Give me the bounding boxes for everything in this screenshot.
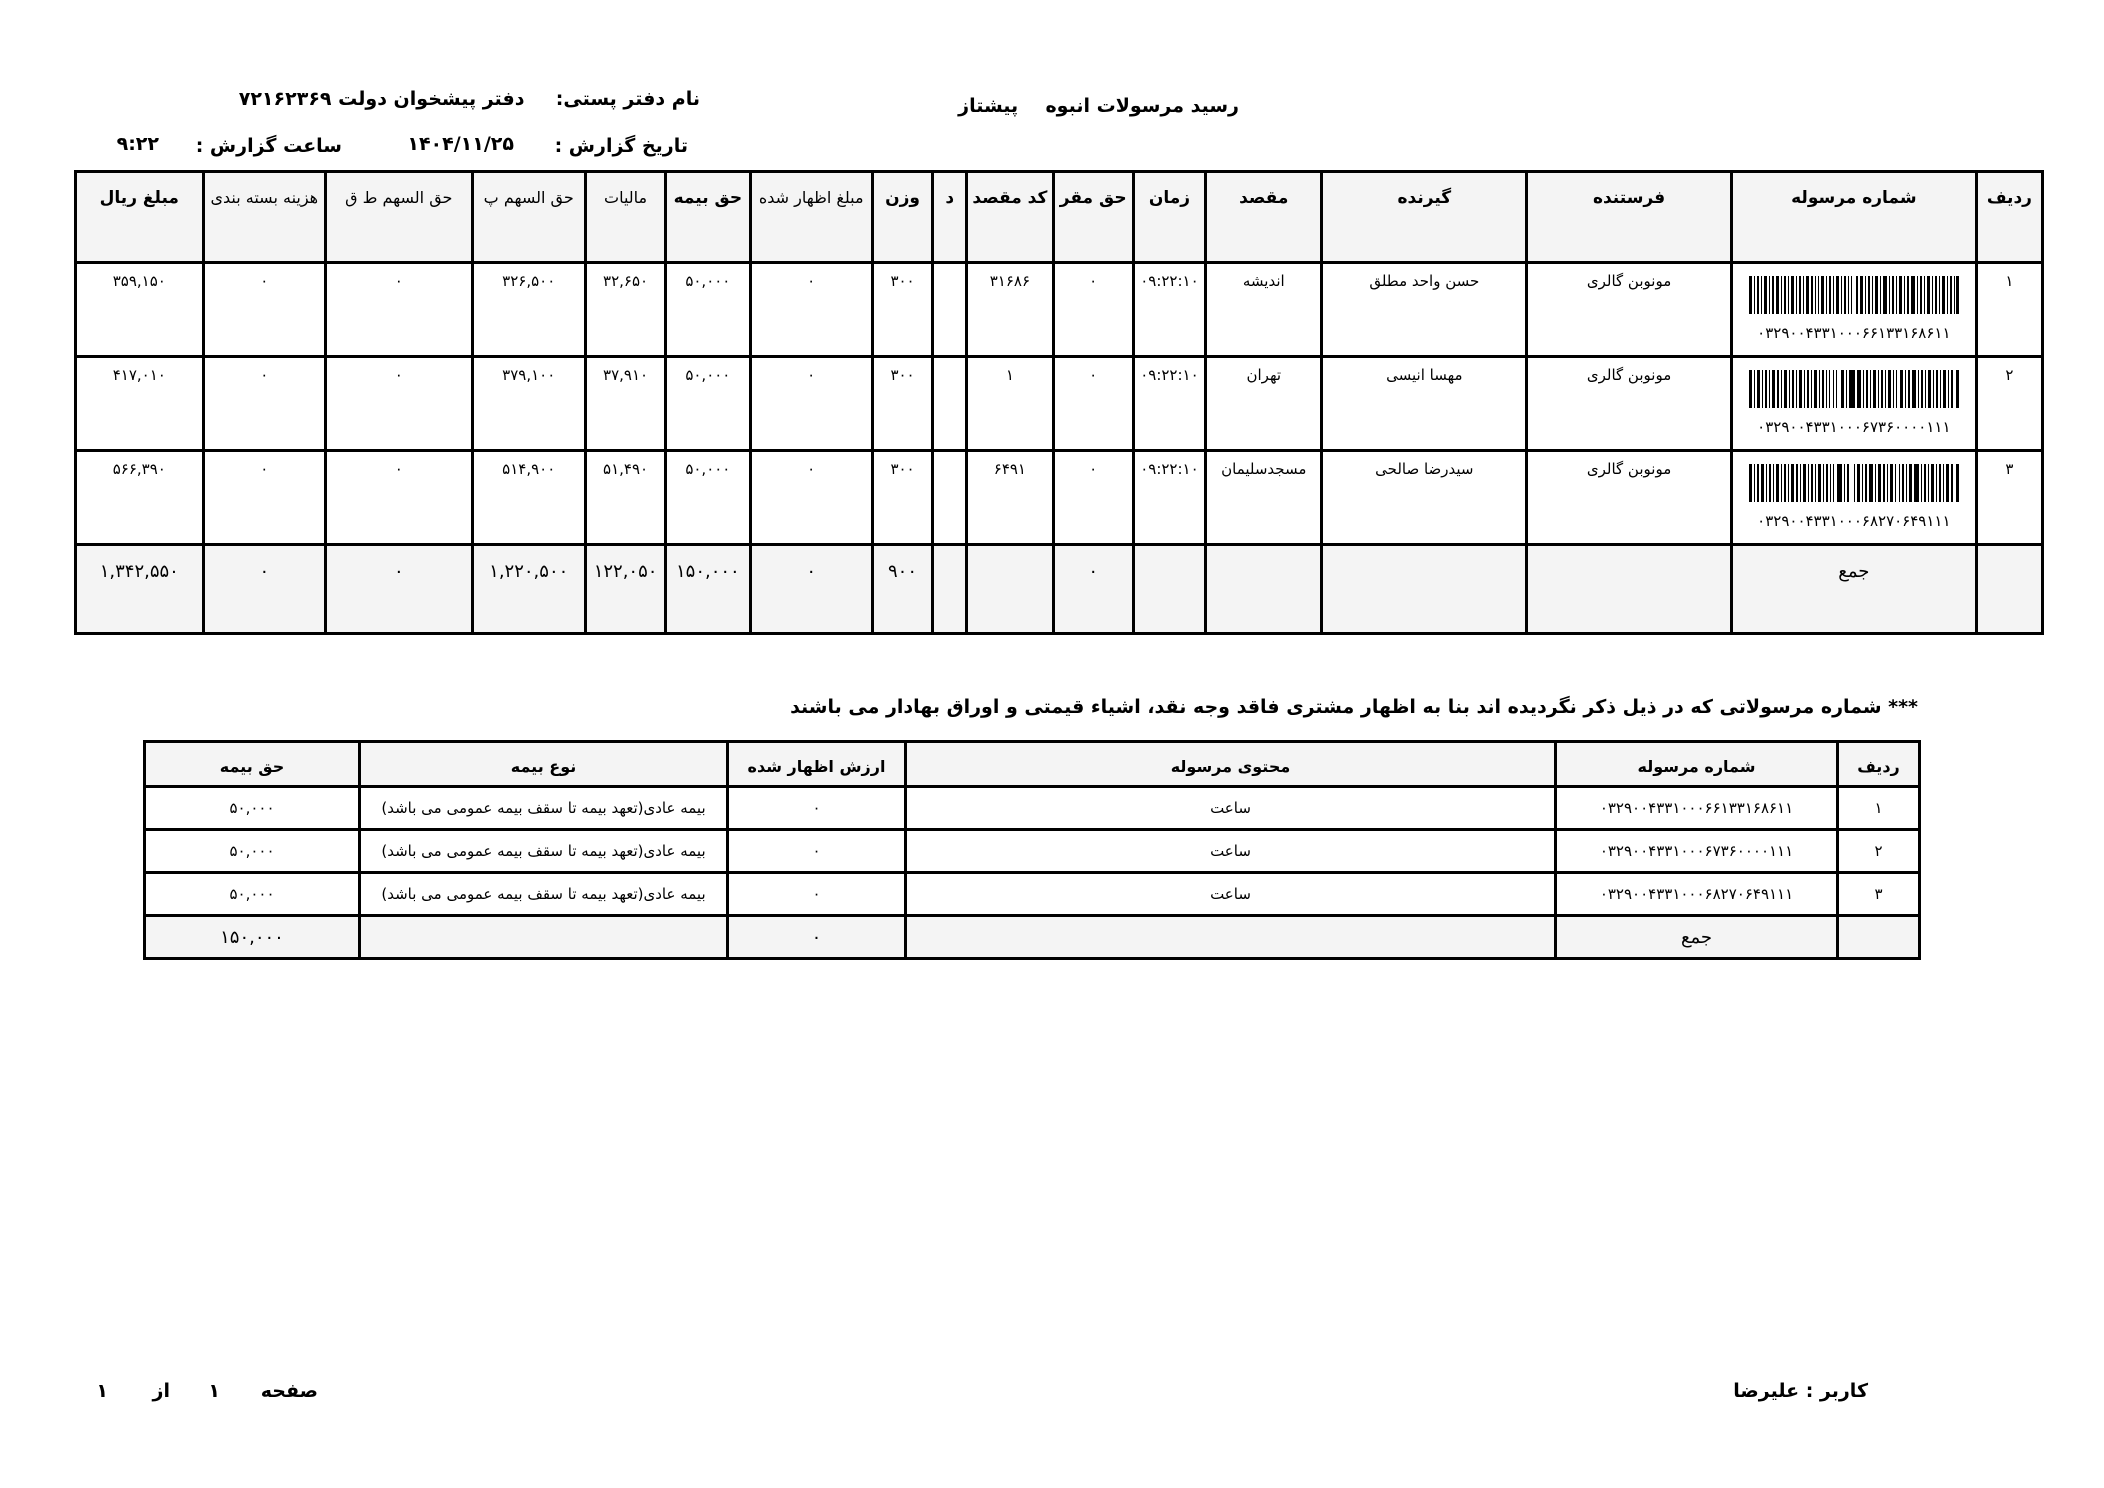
- cell-parcel-no: [1731, 357, 1976, 451]
- cell-weight: ۳۰۰: [872, 263, 932, 357]
- ins-cell-insurance-type: بیمه عادی(تعهد بیمه تا سقف بیمه عمومی می باشد): [360, 787, 728, 830]
- table-total-row: [76, 545, 2043, 634]
- ins-cell-declared-value: ۰: [728, 787, 906, 830]
- col-weight: وزن: [872, 172, 932, 263]
- cell-total-amount-rial: ۱,۳۴۲,۵۵۰: [76, 545, 204, 634]
- col-share-tq: حق السهم ط ق: [326, 172, 473, 263]
- cell-parcel-no: [1731, 451, 1976, 545]
- cell-weight: ۳۰۰: [872, 357, 932, 451]
- cell-time: ۰۹:۲۲:۱۰: [1133, 451, 1205, 545]
- cell-amount-rial: ۴۱۷,۰۱۰: [76, 357, 204, 451]
- barcode-icon: [1749, 370, 1959, 408]
- cell-share-p: ۳۲۶,۵۰۰: [472, 263, 585, 357]
- service-type: پیشتاز: [958, 95, 1019, 117]
- report-time-label: ساعت گزارش :: [195, 135, 342, 157]
- cell-dest-code: ۳۱۶۸۶: [967, 263, 1053, 357]
- cell-receiver: حسن واحد مطلق: [1322, 263, 1527, 357]
- cell-hq-fee: ۰: [1053, 263, 1133, 357]
- ins-cell-insurance-type: بیمه عادی(تعهد بیمه تا سقف بیمه عمومی می باشد): [360, 830, 728, 873]
- cell-tax: ۳۷,۹۱۰: [585, 357, 665, 451]
- cell-row-no: ۲: [1976, 357, 2042, 451]
- office-value: دفتر پیشخوان دولت ۷۲۱۶۲۳۶۹: [238, 88, 525, 110]
- col-parcel-no: شماره مرسوله: [1731, 172, 1976, 263]
- ins-cell-content: ساعت: [906, 873, 1556, 916]
- ins-total-content: [906, 916, 1556, 959]
- cell-time: ۰۹:۲۲:۱۰: [1133, 263, 1205, 357]
- cell-declared-amount: ۰: [750, 357, 872, 451]
- parcels-table: [74, 170, 2044, 635]
- cell-packaging-cost: ۰: [203, 263, 325, 357]
- col-destination: مقصد: [1206, 172, 1322, 263]
- cell-sender: مونوبن گالری: [1527, 357, 1732, 451]
- valuables-note: *** شماره مرسولاتی که در ذیل ذکر نگردیده اند بنا به اظهار مشتری فاقد وجه نقد، اشیاء قیمتی و اوراق بهادار می باشند: [790, 696, 1918, 718]
- col-receiver: گیرنده: [1322, 172, 1527, 263]
- cell-share-p: ۵۱۴,۹۰۰: [472, 451, 585, 545]
- ins-total-insurance-type: [360, 916, 728, 959]
- col-row-no: ردیف: [1976, 172, 2042, 263]
- cell-total-share-tq: ۰: [326, 545, 473, 634]
- cell-total-receiver: [1322, 545, 1527, 634]
- cell-share-tq: ۰: [326, 451, 473, 545]
- report-date-label: تاریخ گزارش :: [554, 135, 688, 157]
- cell-total-sender: [1527, 545, 1732, 634]
- ins-total-declared-value: ۰: [728, 916, 906, 959]
- cell-destination: اندیشه: [1206, 263, 1322, 357]
- cell-packaging-cost: ۰: [203, 357, 325, 451]
- parcel-number: ۰۳۲۹۰۰۴۳۳۱۰۰۰۶۷۳۶۰۰۰۰۱۱۱: [1757, 418, 1951, 436]
- barcode-icon: [1749, 276, 1959, 314]
- cell-destination: تهران: [1206, 357, 1322, 451]
- cell-parcel-no: [1731, 263, 1976, 357]
- insurance-row: [145, 787, 1920, 830]
- cell-dest-code: ۱: [967, 357, 1053, 451]
- cell-d: [933, 357, 967, 451]
- cell-total-dest-code: [967, 545, 1053, 634]
- cell-receiver: سیدرضا صالحی: [1322, 451, 1527, 545]
- ins-cell-content: ساعت: [906, 830, 1556, 873]
- ins-cell-declared-value: ۰: [728, 873, 906, 916]
- col-dest-code: کد مقصد: [967, 172, 1053, 263]
- ins-col-insurance-fee: حق بیمه: [145, 742, 360, 787]
- insurance-row: [145, 830, 1920, 873]
- cell-row-no: ۳: [1976, 451, 2042, 545]
- cell-sender: مونوبن گالری: [1527, 451, 1732, 545]
- col-tax: مالیات: [585, 172, 665, 263]
- page-label: صفحه: [260, 1380, 318, 1402]
- cell-total-declared-amount: ۰: [750, 545, 872, 634]
- ins-cell-insurance-fee: ۵۰,۰۰۰: [145, 830, 360, 873]
- cell-amount-rial: ۳۵۹,۱۵۰: [76, 263, 204, 357]
- cell-time: ۰۹:۲۲:۱۰: [1133, 357, 1205, 451]
- ins-total-insurance-fee: ۱۵۰,۰۰۰: [145, 916, 360, 959]
- cell-total-destination: [1206, 545, 1322, 634]
- cell-d: [933, 263, 967, 357]
- cell-destination: مسجدسلیمان: [1206, 451, 1322, 545]
- ins-cell-row-no: ۱: [1838, 787, 1920, 830]
- ins-col-parcel-no: شماره مرسوله: [1556, 742, 1838, 787]
- ins-col-insurance-type: نوع بیمه: [360, 742, 728, 787]
- parcel-number: ۰۳۲۹۰۰۴۳۳۱۰۰۰۶۸۲۷۰۶۴۹۱۱۱: [1757, 512, 1951, 530]
- cell-insurance-fee: ۵۰,۰۰۰: [666, 451, 750, 545]
- cell-hq-fee: ۰: [1053, 451, 1133, 545]
- cell-total-label: جمع: [1731, 545, 1976, 634]
- cell-receiver: مهسا انیسی: [1322, 357, 1527, 451]
- table-row: [76, 357, 2043, 451]
- cell-total-row-no: [1976, 545, 2042, 634]
- parcel-number: ۰۳۲۹۰۰۴۳۳۱۰۰۰۶۶۱۳۳۱۶۸۶۱۱: [1757, 324, 1951, 342]
- cell-tax: ۳۲,۶۵۰: [585, 263, 665, 357]
- user-info: [1733, 1380, 1868, 1402]
- cell-hq-fee: ۰: [1053, 357, 1133, 451]
- cell-total-time: [1133, 545, 1205, 634]
- cell-weight: ۳۰۰: [872, 451, 932, 545]
- cell-d: [933, 451, 967, 545]
- ins-col-content: محتوی مرسوله: [906, 742, 1556, 787]
- cell-total-insurance-fee: ۱۵۰,۰۰۰: [666, 545, 750, 634]
- ins-cell-parcel-no: ۰۳۲۹۰۰۴۳۳۱۰۰۰۶۶۱۳۳۱۶۸۶۱۱: [1556, 787, 1838, 830]
- cell-insurance-fee: ۵۰,۰۰۰: [666, 357, 750, 451]
- ins-cell-insurance-fee: ۵۰,۰۰۰: [145, 787, 360, 830]
- col-packaging-cost: هزینه بسته بندی: [203, 172, 325, 263]
- barcode-icon: [1749, 464, 1959, 502]
- cell-dest-code: ۶۴۹۱: [967, 451, 1053, 545]
- cell-total-packaging-cost: ۰: [203, 545, 325, 634]
- page-total: ۱: [96, 1380, 108, 1402]
- col-declared-amount: مبلغ اظهار شده: [750, 172, 872, 263]
- cell-total-weight: ۹۰۰: [872, 545, 932, 634]
- cell-share-tq: ۰: [326, 357, 473, 451]
- cell-insurance-fee: ۵۰,۰۰۰: [666, 263, 750, 357]
- cell-total-tax: ۱۲۲,۰۵۰: [585, 545, 665, 634]
- cell-share-tq: ۰: [326, 263, 473, 357]
- cell-sender: مونوبن گالری: [1527, 263, 1732, 357]
- cell-packaging-cost: ۰: [203, 451, 325, 545]
- insurance-table: [143, 740, 1921, 960]
- col-time: زمان: [1133, 172, 1205, 263]
- col-amount-rial: مبلغ ریال: [76, 172, 204, 263]
- report-title-text: رسید مرسولات انبوه: [1045, 95, 1239, 117]
- cell-total-hq-fee: ۰: [1053, 545, 1133, 634]
- col-hq-fee: حق مقر: [1053, 172, 1133, 263]
- col-d: د: [933, 172, 967, 263]
- cell-row-no: ۱: [1976, 263, 2042, 357]
- user-name: علیرضا: [1733, 1380, 1800, 1402]
- insurance-row: [145, 873, 1920, 916]
- office-info: [239, 88, 700, 110]
- insurance-header-row: [145, 742, 1920, 787]
- ins-cell-row-no: ۲: [1838, 830, 1920, 873]
- table-row: [76, 263, 2043, 357]
- user-label: کاربر :: [1805, 1380, 1868, 1402]
- report-time-value: ۹:۲۲: [116, 133, 159, 155]
- col-share-p: حق السهم پ: [472, 172, 585, 263]
- table-header-row: [76, 172, 2043, 263]
- cell-total-share-p: ۱,۲۲۰,۵۰۰: [472, 545, 585, 634]
- cell-declared-amount: ۰: [750, 451, 872, 545]
- insurance-total-row: [145, 916, 1920, 959]
- table-row: [76, 451, 2043, 545]
- page-of: از: [152, 1380, 170, 1402]
- page-current: ۱: [208, 1380, 220, 1402]
- ins-cell-insurance-type: بیمه عادی(تعهد بیمه تا سقف بیمه عمومی می باشد): [360, 873, 728, 916]
- ins-total-label: جمع: [1556, 916, 1838, 959]
- office-label: نام دفتر پستی:: [555, 88, 700, 110]
- ins-cell-parcel-no: ۰۳۲۹۰۰۴۳۳۱۰۰۰۶۷۳۶۰۰۰۰۱۱۱: [1556, 830, 1838, 873]
- ins-cell-parcel-no: ۰۳۲۹۰۰۴۳۳۱۰۰۰۶۸۲۷۰۶۴۹۱۱۱: [1556, 873, 1838, 916]
- ins-total-row-no: [1838, 916, 1920, 959]
- ins-cell-insurance-fee: ۵۰,۰۰۰: [145, 873, 360, 916]
- cell-total-d: [933, 545, 967, 634]
- ins-col-row-no: ردیف: [1838, 742, 1920, 787]
- ins-cell-row-no: ۳: [1838, 873, 1920, 916]
- col-insurance-fee: حق بیمه: [666, 172, 750, 263]
- report-title: [958, 95, 1239, 117]
- ins-cell-content: ساعت: [906, 787, 1556, 830]
- col-sender: فرستنده: [1527, 172, 1732, 263]
- cell-share-p: ۳۷۹,۱۰۰: [472, 357, 585, 451]
- ins-col-declared-value: ارزش اظهار شده: [728, 742, 906, 787]
- report-date-value: ۱۴۰۴/۱۱/۲۵: [407, 133, 514, 155]
- cell-tax: ۵۱,۴۹۰: [585, 451, 665, 545]
- cell-amount-rial: ۵۶۶,۳۹۰: [76, 451, 204, 545]
- cell-declared-amount: ۰: [750, 263, 872, 357]
- ins-cell-declared-value: ۰: [728, 830, 906, 873]
